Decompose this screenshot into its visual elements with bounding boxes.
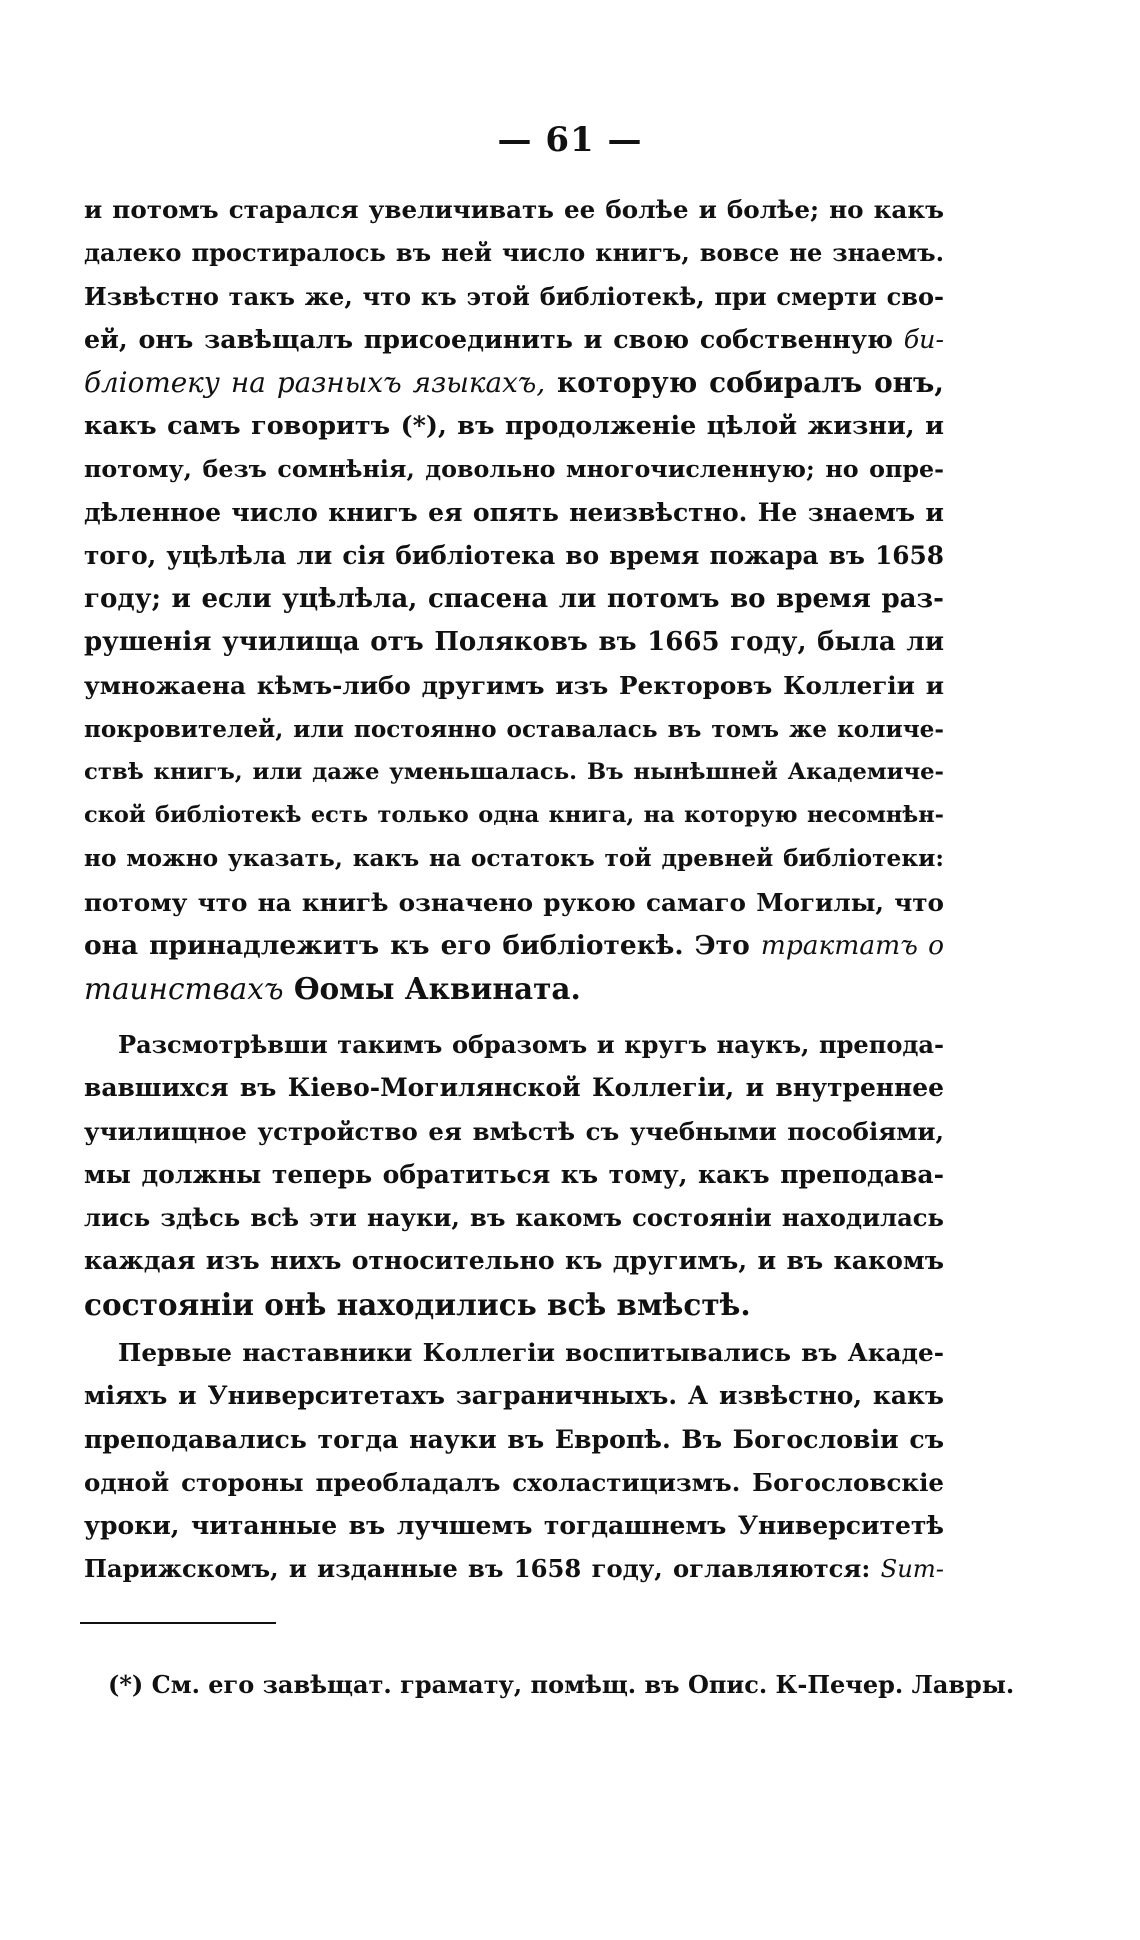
text-run: Первые наставники Коллегіи воспитывались въ Акаде- [118,1338,944,1367]
text-run: ствѣ книгъ, или даже уменьшалась. Въ нынѣшней Академиче- [84,758,944,785]
text-line [84,1110,944,1153]
text-run: одной стороны преобладалъ схоластицизмъ. Богословскіе [84,1467,944,1497]
text-line [84,188,944,231]
text-line [84,924,944,967]
text-line [84,1504,944,1547]
text-line [84,1153,944,1196]
italic-text: бліотеку на разныхъ языкахъ, [84,366,546,400]
text-run: но можно указать, какъ на остатокъ той древней библіотеки: [84,845,944,873]
text-run: міяхъ и Университетахъ заграничныхъ. А извѣстно, какъ [84,1381,944,1411]
text-line [84,1196,944,1239]
text-line [84,881,944,924]
text-line [84,404,944,447]
text-line [84,318,944,361]
text-line [84,1461,944,1504]
text-line [84,621,944,664]
text-line [84,231,944,274]
text-run: она принадлежитъ къ его библіотекѣ. Это [84,930,761,962]
text-run: Разсмотрѣвши такимъ образомъ и кругъ наукъ, препода- [118,1030,944,1059]
text-run: состояніи онѣ находились всѣ вмѣстѣ. [84,1286,751,1322]
text-line [84,1547,944,1590]
italic-text: трактатъ о [760,930,944,962]
text-run: дѣленное число книгъ ея опять неизвѣстно. Не знаемъ и [84,497,944,528]
text-line [84,708,944,751]
paragraph-1 [84,188,944,1012]
text-run: Извѣстно такъ же, что къ этой библіотекѣ, при смерти сво- [84,281,944,311]
text-line [84,1239,944,1282]
page-number: — 61 — [497,120,643,160]
text-run: училищное устройство ея вмѣстѣ съ учебными пособіями, [84,1116,944,1146]
text-line [84,448,944,491]
text-run: ей, онъ завѣщалъ присоединить и свою собственную [84,323,904,354]
text-run: рушенія училища отъ Поляковъ въ 1665 году, была ли [84,626,944,657]
text-line [84,1283,944,1326]
text-line [84,1023,944,1066]
paragraph-2 [84,1023,944,1326]
text-line [84,751,944,794]
footnote-rule [80,1622,276,1624]
text-run: Парижскомъ, и изданные въ 1658 году, оглавляются: [84,1554,881,1584]
italic-text: би- [903,324,944,354]
text-line [84,837,944,880]
text-line [84,1374,944,1417]
text-run: какъ самъ говоритъ (*), въ продолженіе цѣлой жизни, и [84,410,944,441]
text-run: того, уцѣлѣла ли сія библіотека во время пожара въ 1658 [84,541,944,571]
text-run: мы должны теперь обратиться къ тому, какъ преподава- [84,1158,944,1189]
text-run: уроки, читанные въ лучшемъ тогдашнемъ Университетѣ [84,1510,944,1541]
text-run: потому что на книгѣ означено рукою самаго Могилы, что [84,887,944,917]
footnote: (*) См. его завѣщат. грамату, помѣщ. въ Опис. К-Печер. Лавры. [108,1670,1015,1699]
text-run: преподавались тогда науки въ Европѣ. Въ Богословіи съ [84,1423,944,1454]
text-line [84,534,944,577]
text-line [84,1331,944,1374]
text-run: Ѳомы Аквината. [283,971,581,1007]
text-run: вавшихся въ Кіево-Могилянской Коллегіи, и внутреннее [84,1073,944,1103]
text-run: и потомъ старался увеличивать ее болѣе и болѣе; но какъ [84,195,944,224]
text-run: которую собиралъ онъ, [545,366,944,400]
text-line [84,794,944,837]
text-run: далеко простиралось въ ней число книгъ, вовсе не знаемъ. [84,238,944,268]
paragraph-3 [84,1331,944,1591]
text-line [84,1418,944,1461]
text-run: году; и если уцѣлѣла, спасена ли потомъ во время раз- [84,583,944,614]
text-line [84,967,944,1011]
text-line [84,1066,944,1109]
text-line [84,361,944,404]
text-run: ской библіотекѣ есть только одна книга, на которую несомнѣн- [84,802,944,829]
text-run: потому, безъ сомнѣнія, довольно многочисленную; но опре- [84,454,944,483]
text-line [84,275,944,318]
text-line [84,578,944,621]
text-run: покровителей, или постоянно оставалась въ томъ же количе- [84,715,944,743]
italic-text: Sum- [880,1554,944,1584]
italic-text: таинствахъ [84,972,284,1007]
text-run: лись здѣсь всѣ эти науки, въ какомъ состояніи находилась [84,1203,944,1233]
text-line [84,664,944,707]
text-line [84,491,944,534]
text-run: умножаена кѣмъ-либо другимъ изъ Ректоровъ Коллегіи и [84,671,944,701]
text-run: каждая изъ нихъ относительно къ другимъ, и въ какомъ [84,1245,944,1276]
